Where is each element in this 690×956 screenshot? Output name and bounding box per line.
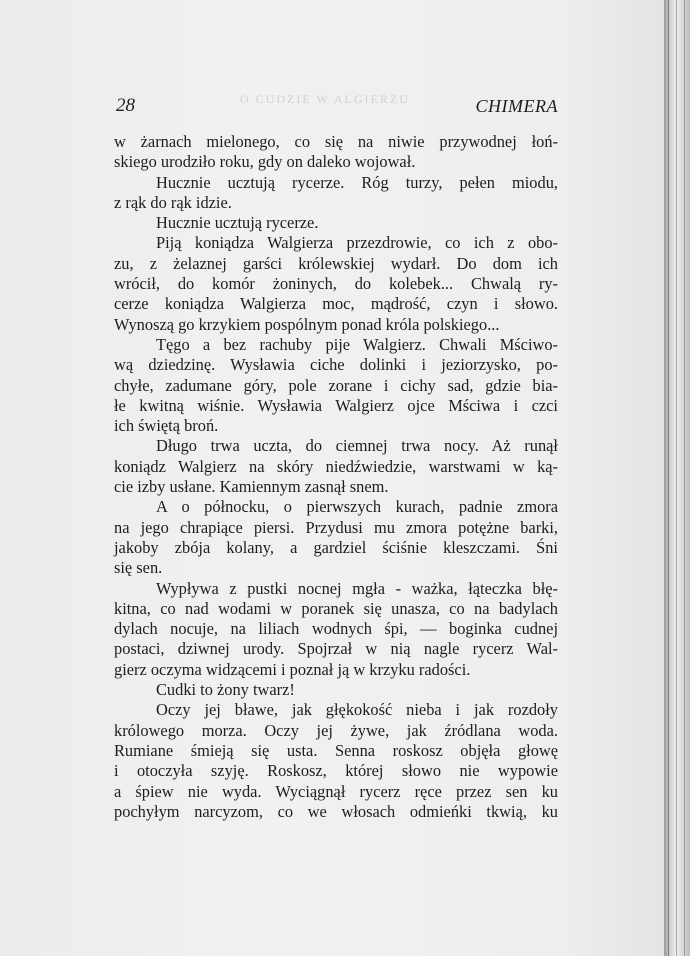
text-line: z rąk do rąk idzie. xyxy=(114,192,232,212)
text-line: Wynoszą go krzykiem pospólnym ponad króla polskiego... xyxy=(114,314,500,334)
text-line: zu, z żelaznej garści królewskiej wydarł. Do dom ich xyxy=(114,253,558,273)
page-edge-line xyxy=(668,0,669,956)
text-line: Wypływa z pustki nocnej mgła - ważka, łąteczka błę- xyxy=(156,578,558,598)
text-line: Hucznie ucztują rycerze. Róg turzy, pełen miodu, xyxy=(156,172,558,192)
text-line: gierz oczyma widzącemi i poznał ją w krzyku radości. xyxy=(114,659,471,679)
text-line: postaci, dziwnej urody. Spojrzał w nią nagle rycerz Wal- xyxy=(114,639,558,659)
running-title: CHIMERA xyxy=(475,96,558,116)
text-line: koniądz Walgierz na skóry niedźwiedzie, warstwami w ką- xyxy=(114,456,558,476)
text-line: a śpiew nie wyda. Wyciągnął rycerz ręce przez sen ku xyxy=(114,781,558,801)
text-line: na jego chrapiące piersi. Przydusi mu zmora potężne barki, xyxy=(114,517,558,537)
text-line: Cudki to żony twarz! xyxy=(156,680,295,700)
text-line: chyłe, zadumane góry, pole zorane i cichy sad, gdzie bia- xyxy=(114,375,558,395)
bleed-through-heading: O CUDZIE W ALGIERZU xyxy=(240,92,410,106)
text-line: cie izby usłane. Kamiennym zasnął snem. xyxy=(114,477,389,497)
text-line: Piją koniądza Walgierza przezdrowie, co ich z obo- xyxy=(156,233,558,253)
text-line: królowego morza. Oczy jej żywe, jak źródlana woda. xyxy=(114,720,558,740)
page-edge xyxy=(664,0,690,956)
text-line: Oczy jej bławe, jak głękokość nieba i jak rozdoły xyxy=(156,700,558,720)
text-line: i otoczyła szyję. Roskosz, której słowo nie wypowie xyxy=(114,761,558,781)
text-line: w żarnach mielonego, co się na niwie przywodnej łoń- xyxy=(114,132,558,151)
text-line: skiego urodziło roku, gdy on daleko wojował. xyxy=(114,152,416,172)
text-line: Tęgo a bez rachuby pije Walgierz. Chwali Mściwo- xyxy=(156,334,558,354)
text-line: dylach nocuje, na liliach wodnych śpi, — boginka cudnej xyxy=(114,619,558,639)
text-line: pochyłym narcyzom, co we włosach odmieńki tkwią, ku xyxy=(114,801,558,821)
text-line: kitna, co nad wodami w poranek się unasza, co na badylach xyxy=(114,598,558,618)
text-line: Rumiane śmieją się usta. Senna roskosz objęła głowę xyxy=(114,740,558,760)
page-number: 28 xyxy=(116,95,135,116)
text-line: ich świętą broń. xyxy=(114,416,219,436)
body-text xyxy=(114,132,558,822)
text-line: A o północku, o pierwszych kurach, padnie zmora xyxy=(156,497,558,517)
text-line: wrócił, do komór żoninych, do kolebek... Chwalą ry- xyxy=(114,274,558,294)
text-line: Długo trwa uczta, do ciemnej trwa nocy. Aż runął xyxy=(156,436,558,456)
text-line: łe kwitną wiśnie. Wysławia Walgierz ojce Mściwa i czci xyxy=(114,395,558,415)
page-header xyxy=(116,95,558,119)
text-line: jakoby zbója kolany, a gardziel ściśnie kleszczami. Śni xyxy=(114,537,558,557)
text-line: wą dziedzinę. Wysławia ciche dolinki i jeziorzysko, po- xyxy=(114,355,558,375)
page-edge-line xyxy=(676,0,677,956)
text-line: Hucznie ucztują rycerze. xyxy=(156,213,319,233)
page-edge-line xyxy=(684,0,685,956)
text-line: się sen. xyxy=(114,558,163,578)
text-line: cerze koniądza Walgierza moc, mądrość, czyn i słowo. xyxy=(114,294,558,314)
